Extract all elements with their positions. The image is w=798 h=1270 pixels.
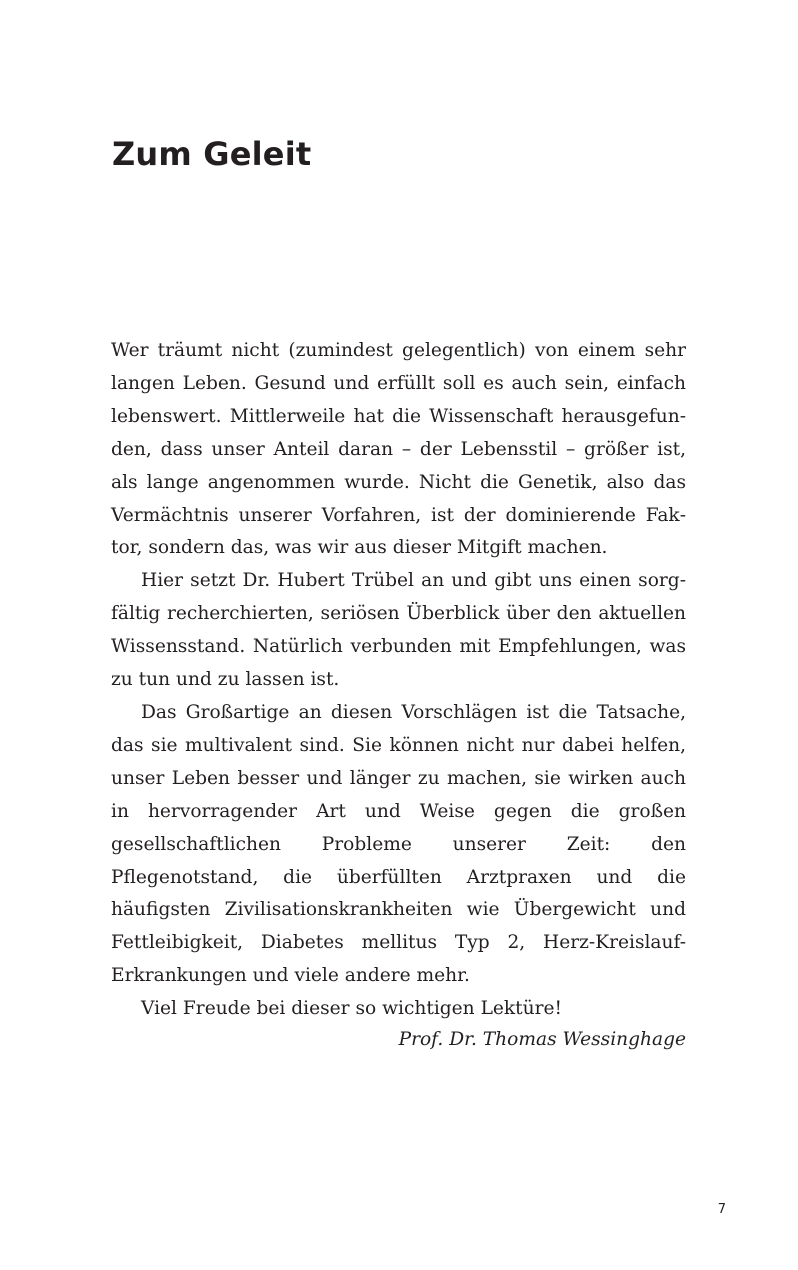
chapter-title: Zum Geleit: [112, 135, 312, 173]
paragraph-1: Wer träumt nicht (zumindest gelegentlich) von einem sehr langen Leben. Gesund und erfüllt soll es auch sein, einfach lebenswert. Mittlerweile hat die Wissenschaft herausgefunden, dass unser Anteil daran – der Lebensstil – größer ist, als lange angenommen wurde. Nicht die Genetik, also das Vermächtnis unserer Vorfahren, ist der dominierende Faktor, sondern das, was wir aus dieser Mitgift machen.: [111, 340, 686, 559]
body-text: [111, 335, 686, 1026]
page-number: 7: [717, 1202, 726, 1217]
paragraph-3: Das Großartige an diesen Vorschlägen ist die Tatsache, das sie multivalent sind. Sie können nicht nur dabei helfen, unser Leben besser und länger zu machen, sie wirken auch in hervorragender Art und Weise gegen die großen gesellschaftlichen Probleme unserer Zeit: den Pflegenotstand, die überfüllten Arztpraxen und die häufigsten Zivilisationskrankheiten wie Übergewicht und Fettleibigkeit, Diabetes mellitus Typ 2, Herz-Kreislauf-Erkrankungen und viele andere mehr.: [111, 701, 686, 987]
paragraph-2: Hier setzt Dr. Hubert Trübel an und gibt uns einen sorgfältig recherchierten, seriösen Überblick über den aktuellen Wissensstand. Natürlich verbunden mit Empfehlungen, was zu tun und zu lassen ist.: [111, 570, 686, 691]
paragraph-4: Viel Freude bei dieser so wichtigen Lektüre!: [141, 998, 562, 1020]
author-signature: Prof. Dr. Thomas Wessinghage: [398, 1029, 686, 1050]
